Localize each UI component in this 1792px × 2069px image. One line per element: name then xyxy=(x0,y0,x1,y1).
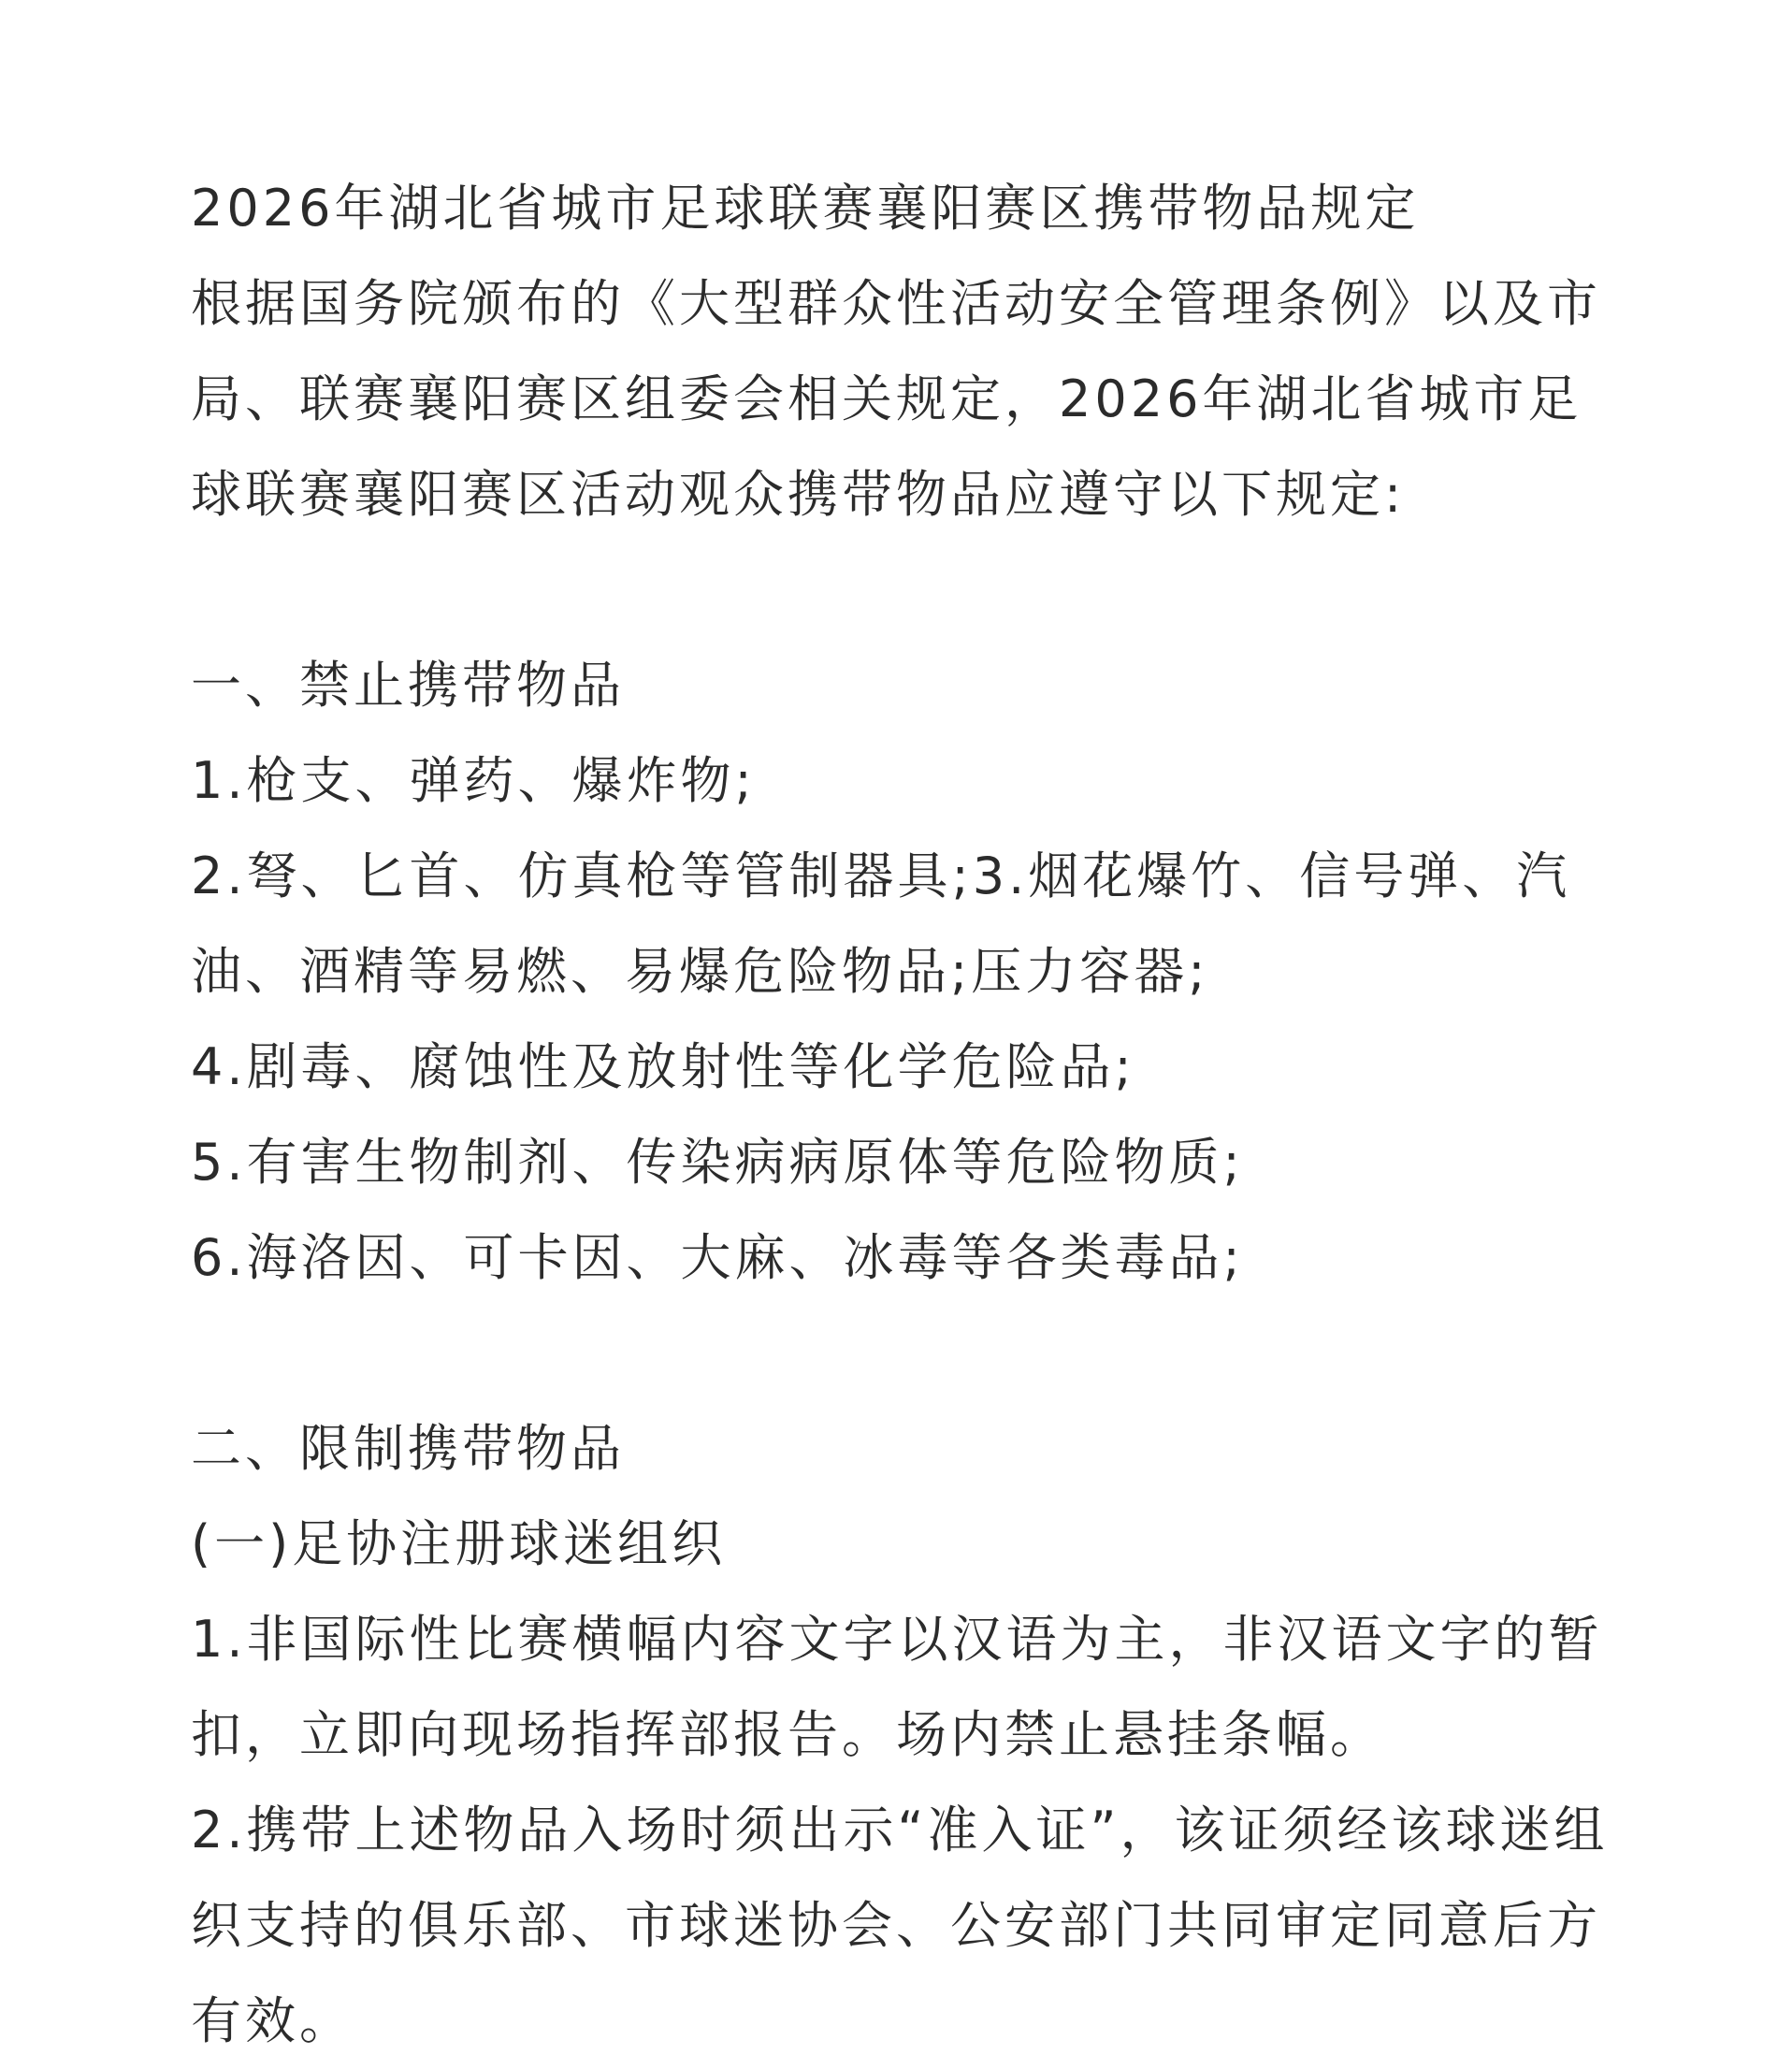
section1-item-2: 2.弩、匕首、仿真枪等管制器具;3.烟花爆竹、信号弹、汽油、酒精等易燃、易爆危险物品;压力容器; xyxy=(191,846,1571,1001)
document-title: 2026年湖北省城市足球联赛襄阳赛区携带物品规定 xyxy=(191,179,1420,238)
section1-item-5: 5.有害生物制剂、传染病病原体等危险物质; xyxy=(191,1133,1244,1192)
spacer xyxy=(191,1306,1609,1401)
section1-heading: 一、禁止携带物品 xyxy=(191,656,625,715)
section1-item-1: 1.枪支、弹药、爆炸物; xyxy=(191,751,756,810)
section2-item-2: 2.携带上述物品入场时须出示“准入证”，该证须经该球迷组织支持的俱乐部、市球迷协会、公安部门共同审定同意后方有效。 xyxy=(191,1801,1609,2050)
spacer xyxy=(191,543,1609,638)
section1-item-4: 4.剧毒、腐蚀性及放射性等化学危险品; xyxy=(191,1037,1135,1096)
section2-subheading: (一)足协注册球迷组织 xyxy=(191,1514,727,1573)
section1-item-6: 6.海洛因、可卡因、大麻、冰毒等各类毒品; xyxy=(191,1228,1244,1287)
intro-paragraph: 根据国务院颁布的《大型群众性活动安全管理条例》以及市局、联赛襄阳赛区组委会相关规定，2026年湖北省城市足球联赛襄阳赛区活动观众携带物品应遵守以下规定: xyxy=(191,274,1601,524)
section2-item-1: 1.非国际性比赛横幅内容文字以汉语为主，非汉语文字的暂扣，立即向现场指挥部报告。场内禁止悬挂条幅。 xyxy=(191,1610,1603,1764)
document-body xyxy=(191,161,1609,2069)
section2-heading: 二、限制携带物品 xyxy=(191,1419,625,1478)
